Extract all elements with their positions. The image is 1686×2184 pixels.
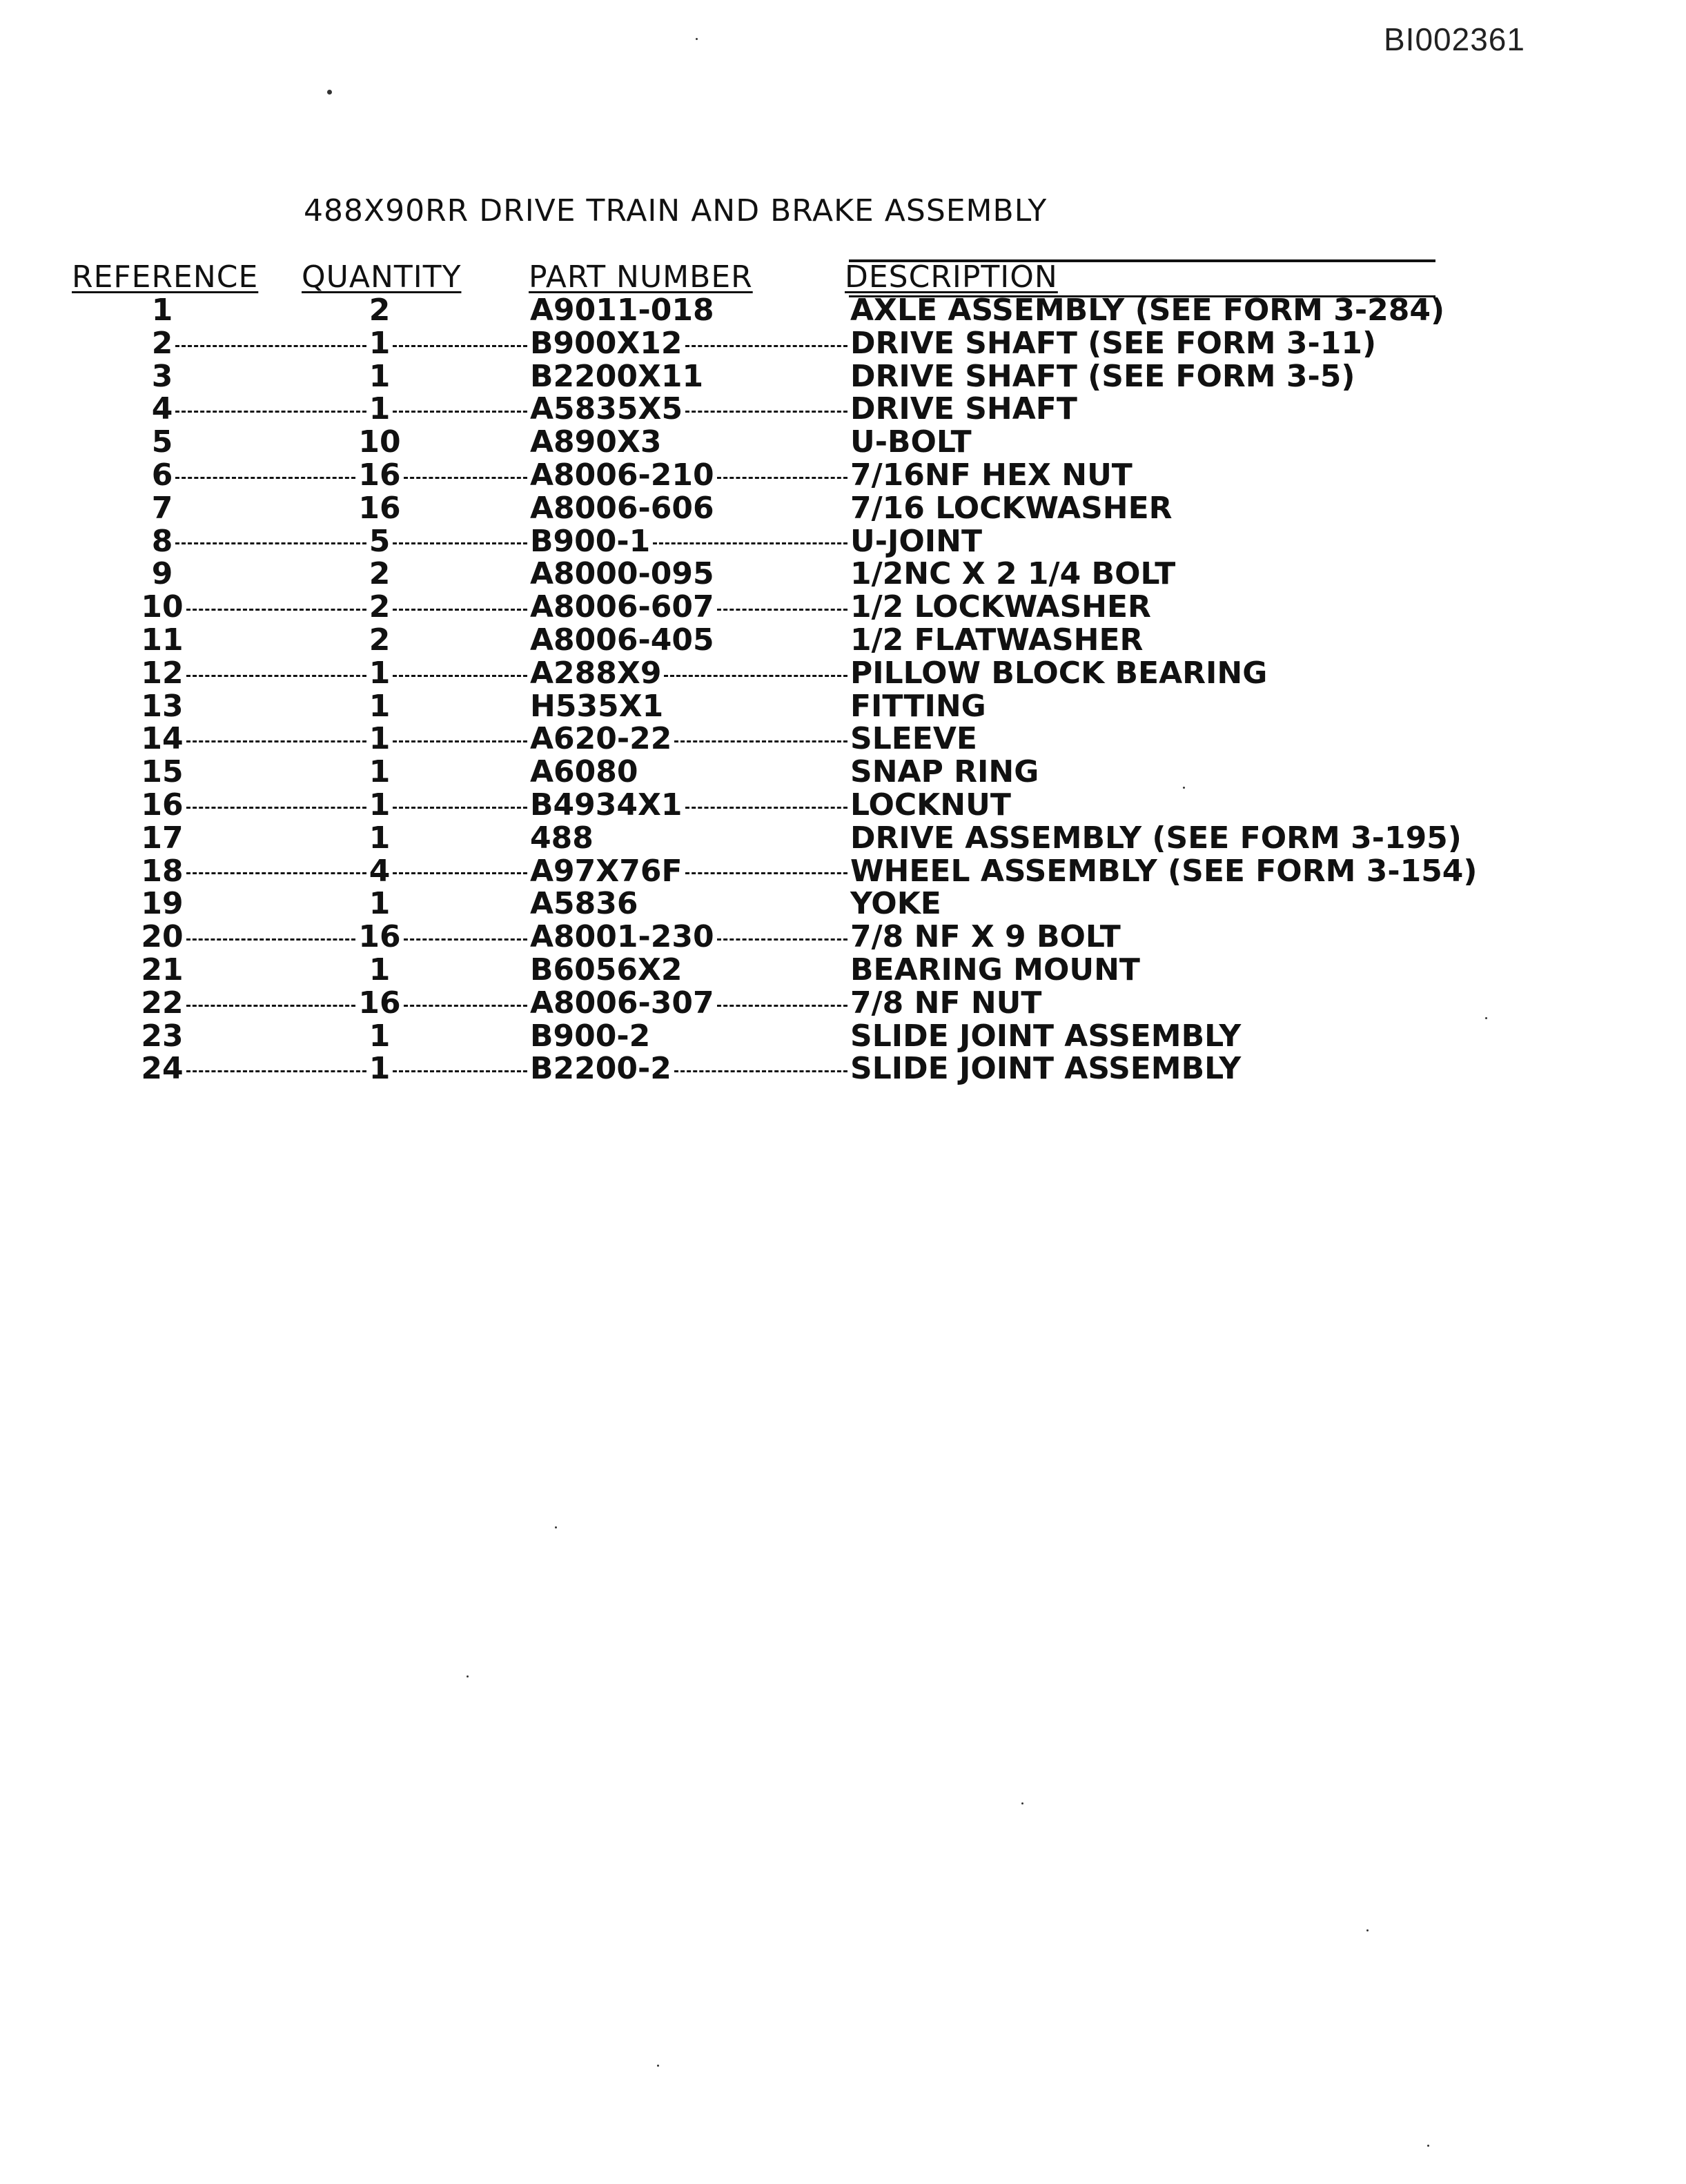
part-number-cell: A5836: [530, 886, 638, 922]
table-row: [0, 789, 1686, 822]
header-quantity: QUANTITY: [302, 259, 462, 295]
dotted-leader: [175, 377, 366, 413]
reference-cell: 3: [151, 358, 173, 394]
part-number-cell: B6056X2: [530, 952, 683, 987]
dotted-leader: [404, 972, 527, 1007]
dotted-leader: [653, 510, 847, 545]
part-number-cell: 488: [530, 820, 594, 856]
quantity-cell: 1: [369, 787, 391, 823]
dotted-leader: [717, 575, 847, 611]
quantity-cell: 1: [369, 688, 391, 724]
dotted-leader: [674, 1037, 847, 1072]
part-number-cell: A9011-018: [530, 293, 714, 328]
reference-cell: 16: [141, 787, 184, 823]
part-number-cell: A8006-210: [530, 457, 714, 493]
quantity-cell: 1: [369, 1051, 391, 1087]
description-cell: SLEEVE: [850, 721, 977, 757]
description-cell: DRIVE SHAFT (SEE FORM 3-11): [850, 325, 1377, 361]
quantity-cell: 1: [369, 1018, 391, 1054]
reference-cell: 6: [151, 457, 173, 493]
quantity-cell: 5: [369, 523, 391, 559]
dotted-leader: [404, 444, 527, 479]
header-reference: REFERENCE: [72, 259, 259, 295]
part-number-cell: B900-2: [530, 1018, 651, 1054]
dotted-leader: [175, 444, 355, 479]
dotted-leader: [175, 510, 366, 545]
description-cell: YOKE: [850, 886, 941, 922]
dotted-leader: [717, 905, 847, 941]
description-cell: 7/8 NF NUT: [850, 985, 1042, 1021]
dotted-leader: [685, 312, 847, 347]
quantity-cell: 2: [369, 589, 391, 625]
table-row: [0, 1052, 1686, 1085]
quantity-cell: 16: [358, 490, 401, 526]
part-number-cell: A8001-230: [530, 919, 714, 955]
scan-speck: [1427, 2145, 1429, 2147]
quantity-cell: 1: [369, 358, 391, 394]
table-row: [0, 722, 1686, 756]
dotted-leader: [186, 774, 366, 809]
part-number-cell: A890X3: [530, 424, 662, 460]
quantity-cell: 16: [358, 457, 401, 493]
parts-table: [0, 294, 1686, 1085]
quantity-cell: 16: [358, 919, 401, 955]
part-number-cell: A8006-405: [530, 622, 714, 658]
header-description: DESCRIPTION: [845, 259, 1058, 295]
table-row: [0, 327, 1686, 360]
dotted-leader: [393, 707, 527, 742]
part-number-cell: A8000-095: [530, 556, 714, 592]
description-cell: DRIVE SHAFT: [850, 391, 1077, 427]
description-cell: 1/2NC X 2 1/4 BOLT: [850, 556, 1176, 592]
reference-cell: 22: [141, 985, 184, 1021]
dotted-leader: [685, 377, 847, 413]
reference-cell: 15: [141, 754, 184, 790]
table-row: [0, 921, 1686, 954]
dotted-leader: [393, 575, 527, 611]
dotted-leader: [186, 1037, 366, 1072]
quantity-cell: 10: [358, 424, 401, 460]
dotted-leader: [393, 510, 527, 545]
dotted-leader: [186, 840, 366, 875]
table-row: [0, 591, 1686, 624]
page-title: 488X90RR DRIVE TRAIN AND BRAKE ASSEMBLY: [304, 193, 1048, 228]
scan-speck: [1021, 1802, 1023, 1804]
scan-speck: [327, 90, 332, 95]
part-number-cell: B2200X11: [530, 358, 704, 394]
description-cell: 1/2 FLATWASHER: [850, 622, 1144, 658]
description-cell: PILLOW BLOCK BEARING: [850, 655, 1268, 691]
description-cell: SLIDE JOINT ASSEMBLY: [850, 1051, 1242, 1087]
scan-speck: [657, 2065, 659, 2067]
quantity-cell: 2: [369, 622, 391, 658]
part-number-cell: B900-1: [530, 523, 651, 559]
quantity-cell: 1: [369, 820, 391, 856]
reference-cell: 2: [151, 325, 173, 361]
description-cell: 7/16NF HEX NUT: [850, 457, 1133, 493]
scan-speck: [467, 1675, 469, 1678]
dotted-leader: [674, 707, 847, 742]
table-row: [0, 657, 1686, 690]
dotted-leader: [186, 905, 356, 941]
reference-cell: 19: [141, 886, 184, 922]
quantity-cell: 2: [369, 556, 391, 592]
reference-cell: 7: [151, 490, 173, 526]
quantity-cell: 1: [369, 391, 391, 427]
quantity-cell: 1: [369, 325, 391, 361]
quantity-cell: 4: [369, 853, 391, 889]
dotted-leader: [393, 642, 527, 677]
part-number-cell: A6080: [530, 754, 638, 790]
quantity-cell: 1: [369, 754, 391, 790]
scan-speck: [696, 38, 698, 40]
dotted-leader: [186, 972, 356, 1007]
description-cell: SNAP RING: [850, 754, 1039, 790]
description-cell: U-BOLT: [850, 424, 972, 460]
scan-speck: [1183, 787, 1185, 789]
dotted-leader: [393, 840, 527, 875]
description-cell: DRIVE SHAFT (SEE FORM 3-5): [850, 358, 1355, 394]
reference-cell: 20: [141, 919, 184, 955]
description-cell: AXLE ASSEMBLY (SEE FORM 3-284): [850, 293, 1445, 328]
dotted-leader: [186, 642, 366, 677]
quantity-cell: 1: [369, 952, 391, 987]
reference-cell: 24: [141, 1051, 184, 1087]
dotted-leader: [186, 575, 366, 611]
dotted-leader: [186, 707, 366, 742]
dotted-leader: [664, 642, 847, 677]
quantity-cell: 1: [369, 886, 391, 922]
dotted-leader: [393, 377, 527, 413]
reference-cell: 8: [151, 523, 173, 559]
reference-cell: 11: [141, 622, 184, 658]
part-number-cell: A8006-606: [530, 490, 714, 526]
reference-cell: 10: [141, 589, 184, 625]
part-number-cell: B2200-2: [530, 1051, 672, 1087]
part-number-cell: A8006-607: [530, 589, 714, 625]
reference-cell: 1: [151, 293, 173, 328]
reference-cell: 5: [151, 424, 173, 460]
reference-cell: 9: [151, 556, 173, 592]
quantity-cell: 16: [358, 985, 401, 1021]
description-cell: WHEEL ASSEMBLY (SEE FORM 3-154): [850, 853, 1478, 889]
part-number-cell: A5835X5: [530, 391, 683, 427]
dotted-leader: [404, 905, 527, 941]
scan-speck: [1366, 1929, 1369, 1931]
reference-cell: 23: [141, 1018, 184, 1054]
dotted-leader: [393, 312, 527, 347]
scan-speck: [1485, 1017, 1487, 1019]
quantity-cell: 1: [369, 721, 391, 757]
reference-cell: 12: [141, 655, 184, 691]
part-number-cell: A620-22: [530, 721, 672, 757]
table-row: [0, 393, 1686, 426]
part-number-cell: A8006-307: [530, 985, 714, 1021]
part-number-cell: B900X12: [530, 325, 683, 361]
part-number-cell: B4934X1: [530, 787, 683, 823]
dotted-leader: [175, 312, 366, 347]
reference-cell: 14: [141, 721, 184, 757]
table-row: [0, 459, 1686, 492]
table-row: [0, 987, 1686, 1020]
dotted-leader: [685, 774, 847, 809]
table-row: [0, 525, 1686, 558]
header-part-number: PART NUMBER: [529, 259, 753, 295]
scan-speck: [555, 1526, 557, 1528]
dotted-leader: [717, 444, 847, 479]
table-row: [0, 855, 1686, 888]
description-cell: DRIVE ASSEMBLY (SEE FORM 3-195): [850, 820, 1462, 856]
reference-cell: 4: [151, 391, 173, 427]
description-cell: 7/16 LOCKWASHER: [850, 490, 1173, 526]
part-number-cell: A288X9: [530, 655, 662, 691]
description-cell: 1/2 LOCKWASHER: [850, 589, 1151, 625]
reference-cell: 13: [141, 688, 184, 724]
description-cell: FITTING: [850, 688, 986, 724]
reference-cell: 17: [141, 820, 184, 856]
description-cell: BEARING MOUNT: [850, 952, 1140, 987]
dotted-leader: [685, 840, 848, 875]
dotted-leader: [717, 972, 847, 1007]
description-cell: SLIDE JOINT ASSEMBLY: [850, 1018, 1242, 1054]
description-cell: 7/8 NF X 9 BOLT: [850, 919, 1121, 955]
dotted-leader: [393, 774, 527, 809]
dotted-leader: [393, 1037, 527, 1072]
part-number-cell: A97X76F: [530, 853, 683, 889]
reference-cell: 21: [141, 952, 184, 987]
quantity-cell: 2: [369, 293, 391, 328]
quantity-cell: 1: [369, 655, 391, 691]
description-cell: LOCKNUT: [850, 787, 1011, 823]
part-number-cell: H535X1: [530, 688, 664, 724]
document-id: BI002361: [1384, 21, 1525, 57]
reference-cell: 18: [141, 853, 184, 889]
description-cell: U-JOINT: [850, 523, 982, 559]
